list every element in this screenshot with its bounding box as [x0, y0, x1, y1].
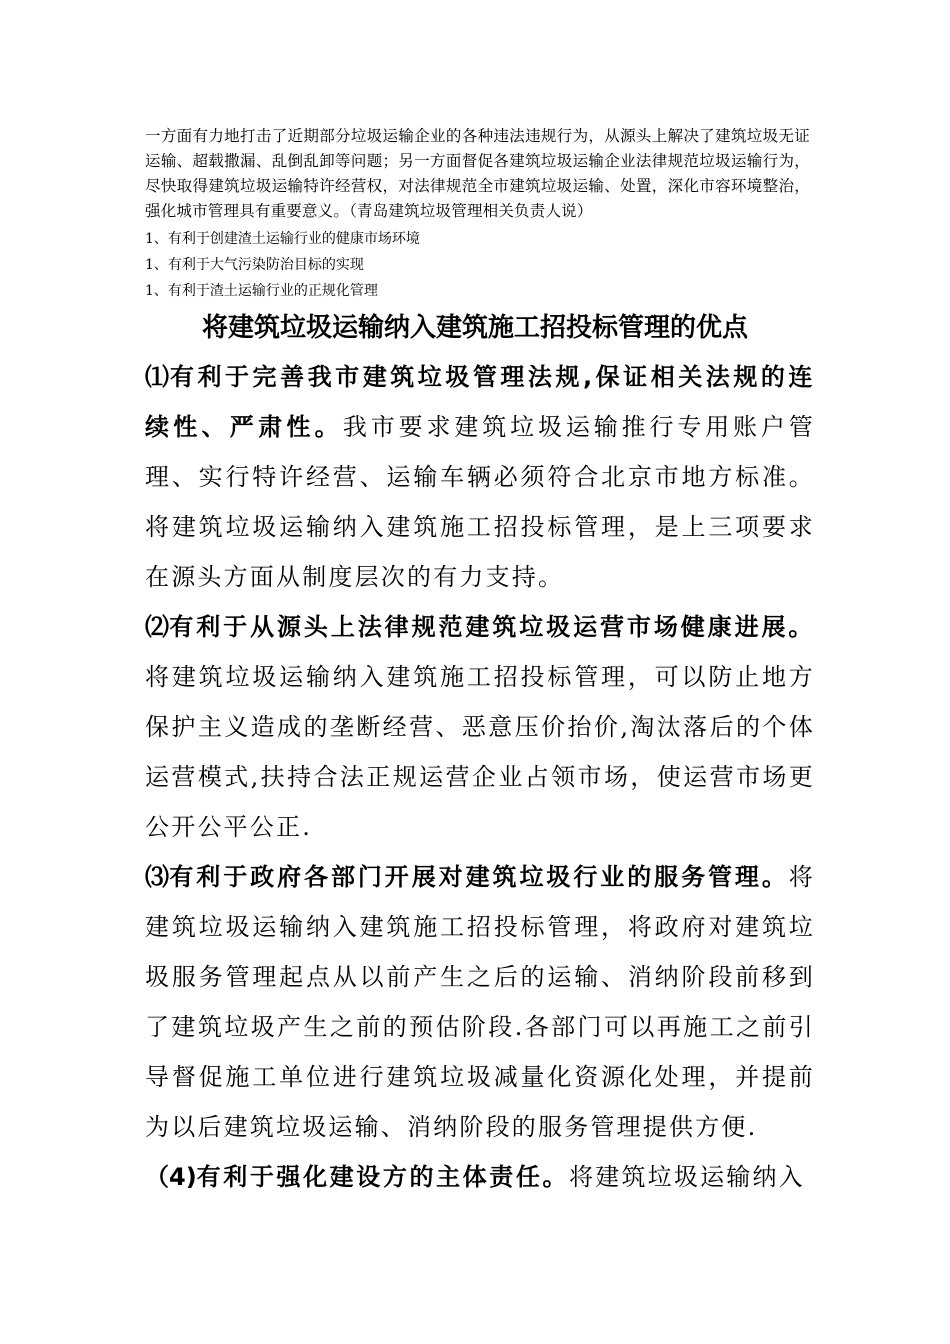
paragraph-lead-text: 有利于完善我市建筑垃圾管理法规,保证相关法规的连续性、严肃性。 — [145, 363, 816, 441]
paragraph-text: 我市要求建筑垃圾运输推行专用账户管理、实行特许经营、运输车辆必须符合北京市地方标准。将建筑垃圾运输纳入建筑施工招投标管理，是上三项要求在源头方面从制度层次的有力支持。 — [145, 413, 815, 591]
list-item: 1、有利于渣土运输行业的正规化管理 — [145, 283, 378, 299]
paragraph-lead — [145, 613, 815, 641]
benefit-list — [145, 226, 810, 304]
paragraph-text: 将建筑垃圾运输纳入建筑施工招投标管理，可以防止地方保护主义造成的垄断经营、恶意压价抬价,淘汰落后的个体运营模式,扶持合法正规运营企业占领市场，使运营市场更公开公平公正. — [145, 663, 815, 841]
paragraph-lead — [145, 1163, 569, 1191]
paragraph-number: （4) — [145, 1163, 197, 1191]
intro-paragraph: 一方面有力地打击了近期部分垃圾运输企业的各种违法违规行为，从源头上解决了建筑垃圾无证运输、超载撒漏、乱倒乱卸等问题；另一方面督促各建筑垃圾运输企业法律规范垃圾运输行为，尽快取得建筑垃圾运输特许经营权，对法律规范全市建筑垃圾运输、处置，深化市容环境整治，强化城市管理具有重要意义。（青岛建筑垃圾管理相关负责人说） — [145, 127, 810, 220]
advantage-paragraph-3 — [145, 852, 815, 1152]
paragraph-lead-text: 有利于从源头上法律规范建筑垃圾运营市场健康进展。 — [169, 613, 816, 641]
paragraph-lead-text: 有利于政府各部门开展对建筑垃圾行业的服务管理。 — [169, 863, 789, 891]
section-heading: 将建筑垃圾运输纳入建筑施工招投标管理的优点 — [201, 313, 748, 343]
paragraph-text: 将建筑垃圾运输纳入 — [569, 1163, 805, 1191]
paragraph-number: ⑴ — [145, 363, 170, 391]
paragraph-text: 将建筑垃圾运输纳入建筑施工招投标管理，将政府对建筑垃圾服务管理起点从以前产生之后的运输、消纳阶段前移到了建筑垃圾产生之前的预估阶段.各部门可以再施工之前引导督促施工单位进行建筑垃圾减量化资源化处理，并提前为以后建筑垃圾运输、消纳阶段的服务管理提供方便. — [145, 863, 815, 1141]
section-body — [145, 352, 815, 1202]
advantage-paragraph-4 — [145, 1152, 815, 1202]
advantage-paragraph-2 — [145, 602, 815, 852]
list-item: 1、有利于大气污染防治目标的实现 — [145, 257, 364, 273]
paragraph-number: ⑶ — [145, 863, 170, 891]
paragraph-lead — [145, 863, 789, 891]
list-item: 1、有利于创建渣土运输行业的健康市场环境 — [145, 231, 420, 247]
advantage-paragraph-1 — [145, 352, 815, 602]
paragraph-lead-text: 有利于强化建设方的主体责任。 — [196, 1163, 570, 1191]
paragraph-number: ⑵ — [145, 613, 170, 641]
